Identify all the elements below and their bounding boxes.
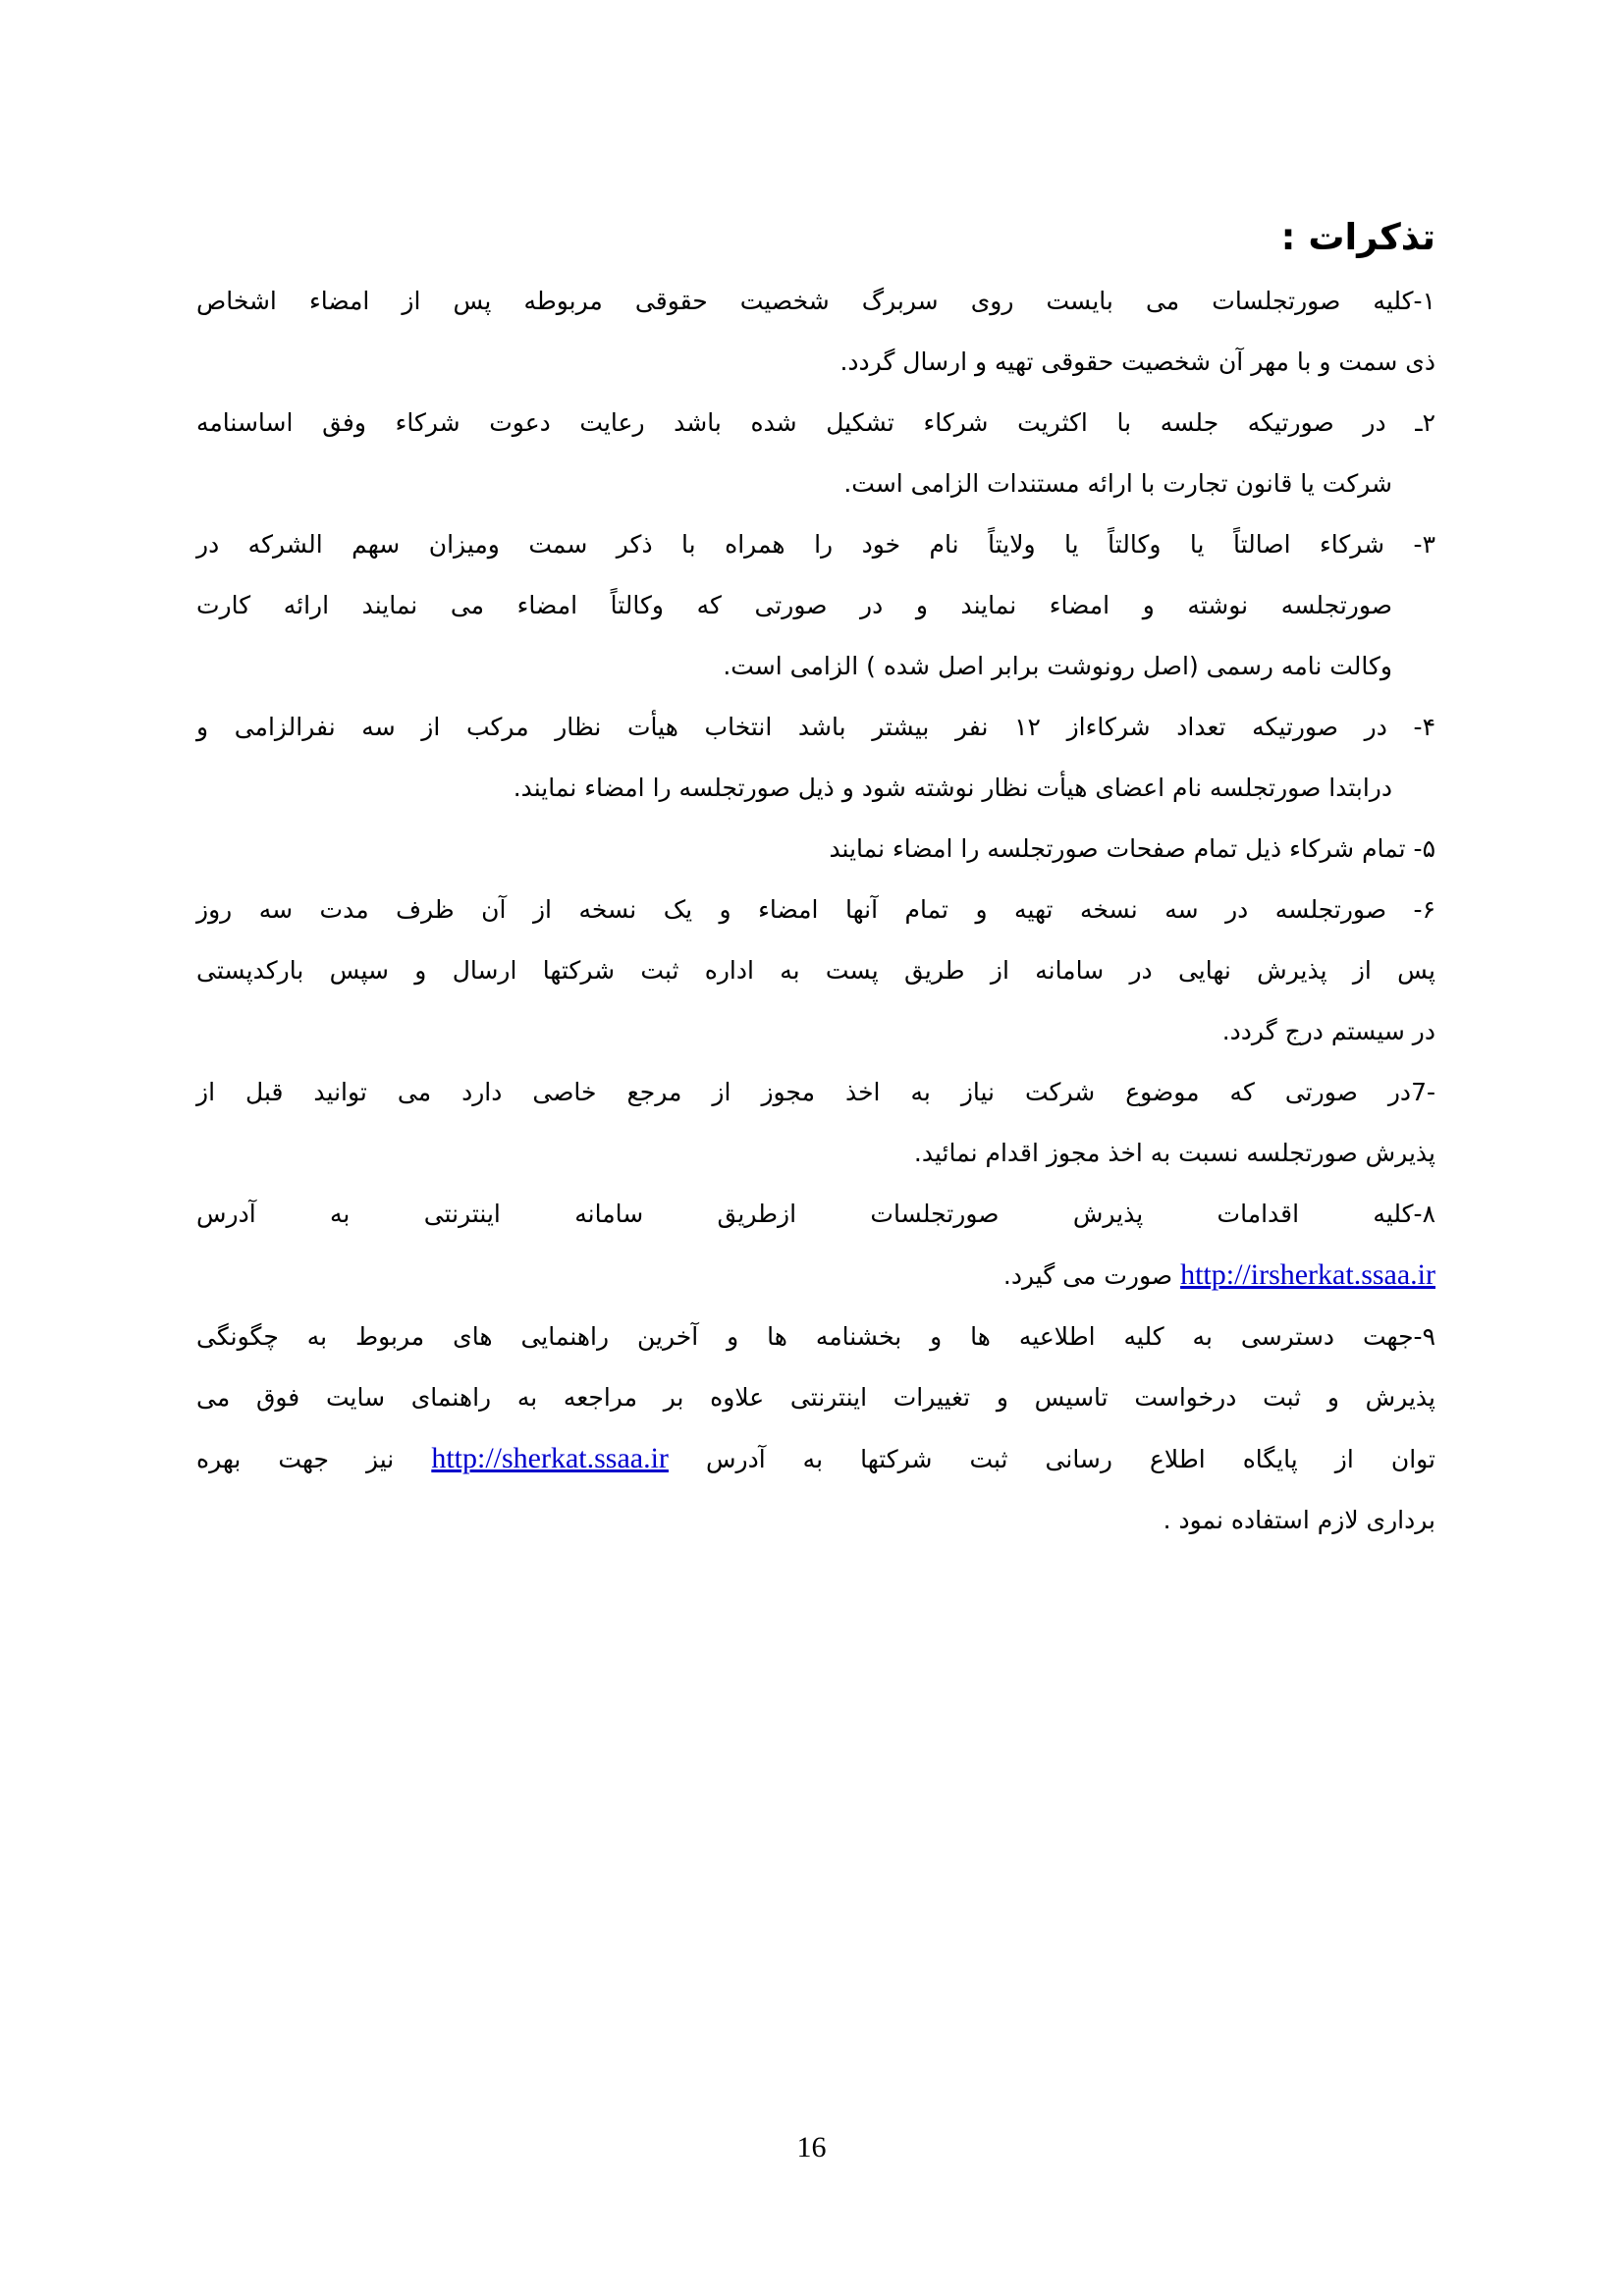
note-2-line-2: شرکت یا قانون تجارت با ارائه مستندات الزامی است.: [843, 469, 1392, 498]
note-3-line-2: صورتجلسه نوشته و امضاء نمایند و در صورتی که وکالتاً امضاء می نمایند ارائه کارت: [196, 591, 1392, 619]
note-8-line-1: ۸-کلیه اقدامات پذیرش صورتجلسات ازطریق سامانه اینترنتی به آدرس: [196, 1200, 1435, 1228]
note-6: [196, 880, 1435, 1062]
note-9-line-3-after: نیز جهت بهره: [196, 1445, 395, 1473]
note-1: [196, 271, 1435, 393]
irsherkat-link[interactable]: http://irsherkat.ssaa.ir: [1180, 1258, 1435, 1291]
note-3-line-1: ۳- شرکاء اصالتاً یا وکالتاً یا ولایتاً نام خود را همراه با ذکر سمت ومیزان سهم الشرکه در: [196, 530, 1435, 559]
note-1-line-1: ۱-کلیه صورتجلسات می بایست روی سربرگ شخصیت حقوقی مربوطه پس از امضاء اشخاص: [196, 287, 1435, 315]
notes-heading: تذکرات :: [1280, 216, 1435, 258]
note-7-line-2: پذیرش صورتجلسه نسبت به اخذ مجوز اقدام نمائید.: [913, 1139, 1435, 1167]
note-6-line-1: ۶- صورتجلسه در سه نسخه تهیه و تمام آنها امضاء و یک نسخه از آن ظرف مدت سه روز: [196, 895, 1435, 924]
note-7: [196, 1062, 1435, 1184]
note-5: [196, 819, 1435, 880]
page-number: 16: [796, 2131, 827, 2163]
note-2: [196, 393, 1435, 514]
note-9-line-3-before: توان از پایگاه اطلاع رسانی ثبت شرکتها به آدرس: [705, 1445, 1436, 1473]
note-5-line-1: ۵- تمام شرکاء ذیل تمام صفحات صورتجلسه را امضاء نمایند: [829, 834, 1435, 863]
note-4-line-2: درابتدا صورتجلسه نام اعضای هیأت نظار نوشته شود و ذیل صورتجلسه را امضاء نمایند.: [513, 774, 1392, 802]
note-9-line-1: ۹-جهت دسترسی به کلیه اطلاعیه ها و بخشنامه ها و آخرین راهنمایی های مربوط به چگونگی: [196, 1322, 1435, 1351]
note-9: [196, 1307, 1435, 1551]
note-6-line-2: پس از پذیرش نهایی در سامانه از طریق پست به اداره ثبت شرکتها ارسال و سپس بارکدپستی: [196, 956, 1435, 985]
notes-section: [196, 208, 1435, 1551]
note-6-line-3: در سیستم درج گردد.: [1221, 1017, 1435, 1045]
note-9-line-3: [196, 1428, 1435, 1490]
note-2-line-1: ۲ـ در صورتیکه جلسه با اکثریت شرکاء تشکیل شده باشد رعایت دعوت شرکاء وفق اساسنامه: [196, 408, 1435, 437]
note-8: [196, 1184, 1435, 1307]
note-1-line-2: ذی سمت و با مهر آن شخصیت حقوقی تهیه و ارسال گردد.: [839, 347, 1435, 376]
note-8-line-2-text: صورت می گیرد.: [1002, 1261, 1181, 1290]
note-7-line-1: -7در صورتی که موضوع شرکت نیاز به اخذ مجوز از مرجع خاصی دارد می توانید قبل از: [196, 1078, 1435, 1106]
note-9-line-4: برداری لازم استفاده نمود .: [1163, 1506, 1435, 1534]
note-4-line-1: ۴- در صورتیکه تعداد شرکاءاز ۱۲ نفر بیشتر باشد انتخاب هیأت نظار مرکب از سه نفرالزامی و: [196, 713, 1435, 741]
note-3: [196, 514, 1435, 697]
note-4: [196, 697, 1435, 819]
note-3-line-3: وکالت نامه رسمی (اصل رونوشت برابر اصل شده ) الزامی است.: [723, 652, 1392, 680]
sherkat-link[interactable]: http://sherkat.ssaa.ir: [431, 1442, 669, 1474]
note-9-line-2: پذیرش و ثبت درخواست تاسیس و تغییرات اینترنتی علاوه بر مراجعه به راهنمای سایت فوق می: [196, 1383, 1435, 1412]
note-8-line-2: [196, 1245, 1435, 1307]
